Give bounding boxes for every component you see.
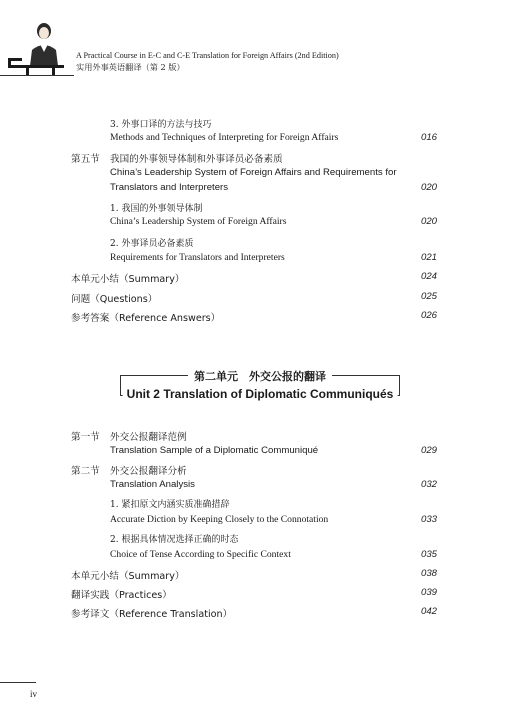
toc-sub-heading-en: China’s Leadership System of Foreign Affairs [110, 216, 287, 227]
unit-heading-box [120, 365, 400, 407]
toc-summary: 本单元小结（Summary） [71, 274, 185, 285]
toc-page-number: 020 [420, 216, 437, 227]
running-header [0, 0, 520, 80]
unit-heading-bracket-left [120, 375, 121, 395]
toc-section-title-en: Translation Analysis [110, 479, 195, 490]
header-rule [0, 75, 74, 76]
toc-answers: 参考答案（Reference Answers） [71, 313, 221, 324]
toc-page-number: 029 [420, 445, 437, 456]
toc-page-number: 025 [420, 291, 437, 302]
toc-reference-translation: 参考译文（Reference Translation） [71, 609, 233, 620]
toc-section-title-en: China’s Leadership System of Foreign Affairs and Requirements for [110, 167, 397, 178]
toc-page-number: 039 [420, 587, 437, 598]
toc-page-number: 026 [420, 310, 437, 321]
toc-sub-heading-zh: 2. 外事译员必备素质 [110, 239, 194, 249]
toc-sub-heading-zh: 1. 我国的外事领导体制 [110, 204, 203, 214]
toc-page-number: 020 [420, 182, 437, 193]
toc-section-label: 第五节 [71, 154, 100, 165]
toc-page-number: 033 [420, 514, 437, 525]
toc-section-title-zh: 我国的外事领导体制和外事译员必备素质 [110, 154, 283, 165]
toc-page-number: 035 [420, 549, 437, 560]
toc-section-title-zh: 外交公报翻译范例 [110, 432, 187, 443]
toc-section-label: 第二节 [71, 466, 100, 477]
toc-section-title-en-cont: Translators and Interpreters [110, 182, 229, 193]
toc-section-title-zh: 外交公报翻译分析 [110, 466, 187, 477]
toc-questions: 问题（Questions） [71, 294, 158, 305]
toc-section-title-en: Translation Sample of a Diplomatic Communiqué [110, 445, 319, 456]
toc-sub-heading-zh: 3. 外事口译的方法与技巧 [110, 120, 212, 130]
reader-figure-logo [6, 18, 68, 76]
toc-sub-heading-zh: 1. 紧扣原文内涵实质准确措辞 [110, 500, 230, 510]
toc-section-label: 第一节 [71, 432, 100, 443]
page-number: iv [30, 689, 38, 699]
header-title-zh: 实用外事英语翻译（第 2 版） [76, 62, 185, 72]
toc-page-number: 016 [420, 132, 437, 143]
toc-sub-heading-en: Accurate Diction by Keeping Closely to the Connotation [110, 514, 329, 525]
toc-page-number: 021 [420, 252, 437, 263]
footer-rule [0, 682, 36, 683]
toc-page-number: 042 [420, 606, 437, 617]
toc-summary: 本单元小结（Summary） [71, 571, 185, 582]
toc-page-number: 024 [420, 271, 437, 282]
unit-heading-zh: 第二单元 外交公报的翻译 [188, 368, 332, 384]
unit-heading-en: Unit 2 Translation of Diplomatic Communiqués [123, 387, 398, 401]
unit-heading-bracket-right [399, 375, 400, 395]
toc-page-number: 032 [420, 479, 437, 490]
toc-sub-heading-en: Requirements for Translators and Interpreters [110, 252, 285, 263]
toc-page-number: 038 [420, 568, 437, 579]
header-title-en: A Practical Course in E-C and C-E Translation for Foreign Affairs (2nd Edition) [76, 51, 339, 60]
toc-practices: 翻译实践（Practices） [71, 590, 172, 601]
toc-sub-heading-en: Methods and Techniques of Interpreting for Foreign Affairs [110, 132, 339, 143]
toc-sub-heading-zh: 2. 根据具体情况选择正确的时态 [110, 535, 239, 545]
toc-sub-heading-en: Choice of Tense According to Specific Context [110, 549, 291, 560]
